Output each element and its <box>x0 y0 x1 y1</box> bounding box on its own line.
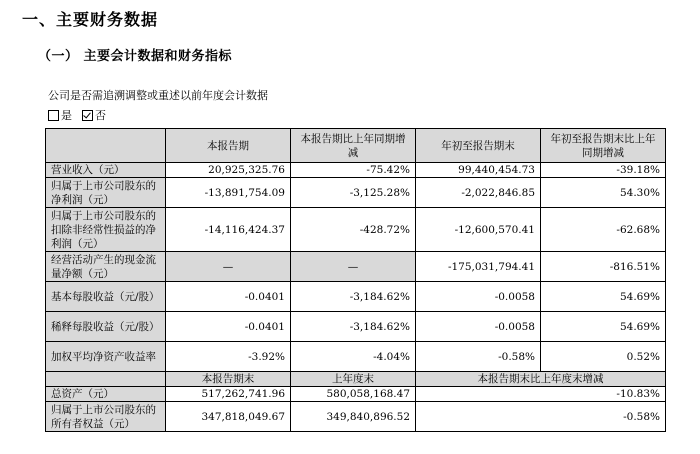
restatement-options <box>48 107 116 123</box>
table-cell: 0.52% <box>541 342 666 372</box>
financial-data-table <box>45 128 666 432</box>
table-cell: 54.30% <box>541 178 666 208</box>
row-label: 归属于上市公司股东的扣除非经常性损益的净利润（元） <box>46 208 166 252</box>
table-cell: 347,818,049.67 <box>166 402 291 432</box>
table2-header-period-end: 本报告期末 <box>166 372 291 387</box>
row-label: 加权平均净资产收益率 <box>46 342 166 372</box>
table-cell: -175,031,794.41 <box>416 252 541 282</box>
subsection-heading: （一） 主要会计数据和财务指标 <box>38 49 233 64</box>
table2-header-change: 本报告期末比上年度末增减 <box>416 372 666 387</box>
table-cell: 349,840,896.52 <box>291 402 416 432</box>
table-cell: -816.51% <box>541 252 666 282</box>
section-heading: 一、主要财务数据 <box>22 10 159 29</box>
table-cell: -39.18% <box>541 163 666 178</box>
table2-header-row <box>46 372 666 387</box>
table-cell: — <box>166 252 291 282</box>
table1-header-blank <box>46 129 166 163</box>
table-cell: -0.0401 <box>166 312 291 342</box>
table-row <box>46 208 666 252</box>
option-no-label: 否 <box>95 109 106 122</box>
table-cell: -62.68% <box>541 208 666 252</box>
table1-header-row <box>46 129 666 163</box>
table-cell: -14,116,424.37 <box>166 208 291 252</box>
row-label: 营业收入（元） <box>46 163 166 178</box>
table-cell: -428.72% <box>291 208 416 252</box>
table-row <box>46 252 666 282</box>
table-cell: -0.58% <box>416 402 666 432</box>
table-cell: -13,891,754.09 <box>166 178 291 208</box>
row-label: 归属于上市公司股东的净利润（元） <box>46 178 166 208</box>
table1-header-current-yoy: 本报告期比上年同期增减 <box>291 129 416 163</box>
table-cell: -75.42% <box>291 163 416 178</box>
option-no[interactable] <box>82 107 106 123</box>
table2-header-blank <box>46 372 166 387</box>
table2-header-prior-year-end: 上年度末 <box>291 372 416 387</box>
table-row <box>46 387 666 402</box>
table-row <box>46 312 666 342</box>
checkbox-yes-icon[interactable] <box>48 110 59 121</box>
table-row <box>46 402 666 432</box>
row-label: 归属于上市公司股东的所有者权益（元） <box>46 402 166 432</box>
option-yes-label: 是 <box>61 109 72 122</box>
row-label: 稀释每股收益（元/股） <box>46 312 166 342</box>
option-yes[interactable] <box>48 107 72 123</box>
table-cell: 54.69% <box>541 312 666 342</box>
table-cell: -12,600,570.41 <box>416 208 541 252</box>
table-cell: -0.0058 <box>416 282 541 312</box>
table-cell: 54.69% <box>541 282 666 312</box>
table-cell: -0.0058 <box>416 312 541 342</box>
table-cell: -3,184.62% <box>291 312 416 342</box>
table-cell: -10.83% <box>416 387 666 402</box>
table1-header-ytd: 年初至报告期末 <box>416 129 541 163</box>
checkbox-no-checked-icon[interactable] <box>82 110 93 121</box>
table-row <box>46 342 666 372</box>
restatement-question: 公司是否需追溯调整或重述以前年度会计数据 <box>48 89 268 102</box>
table1-header-ytd-yoy: 年初至报告期末比上年同期增减 <box>541 129 666 163</box>
table-cell: -0.58% <box>416 342 541 372</box>
table-cell: -4.04% <box>291 342 416 372</box>
table-cell: 517,262,741.96 <box>166 387 291 402</box>
table-cell: — <box>291 252 416 282</box>
row-label: 基本每股收益（元/股） <box>46 282 166 312</box>
table-cell: 580,058,168.47 <box>291 387 416 402</box>
table-cell: -2,022,846.85 <box>416 178 541 208</box>
table-row <box>46 178 666 208</box>
table-cell: 20,925,325.76 <box>166 163 291 178</box>
table-cell: -3.92% <box>166 342 291 372</box>
table-cell: 99,440,454.73 <box>416 163 541 178</box>
table-row <box>46 163 666 178</box>
table-cell: -3,125.28% <box>291 178 416 208</box>
row-label: 总资产（元） <box>46 387 166 402</box>
table-row <box>46 282 666 312</box>
table-cell: -0.0401 <box>166 282 291 312</box>
table1-header-current-period: 本报告期 <box>166 129 291 163</box>
table-cell: -3,184.62% <box>291 282 416 312</box>
row-label: 经营活动产生的现金流量净额（元） <box>46 252 166 282</box>
